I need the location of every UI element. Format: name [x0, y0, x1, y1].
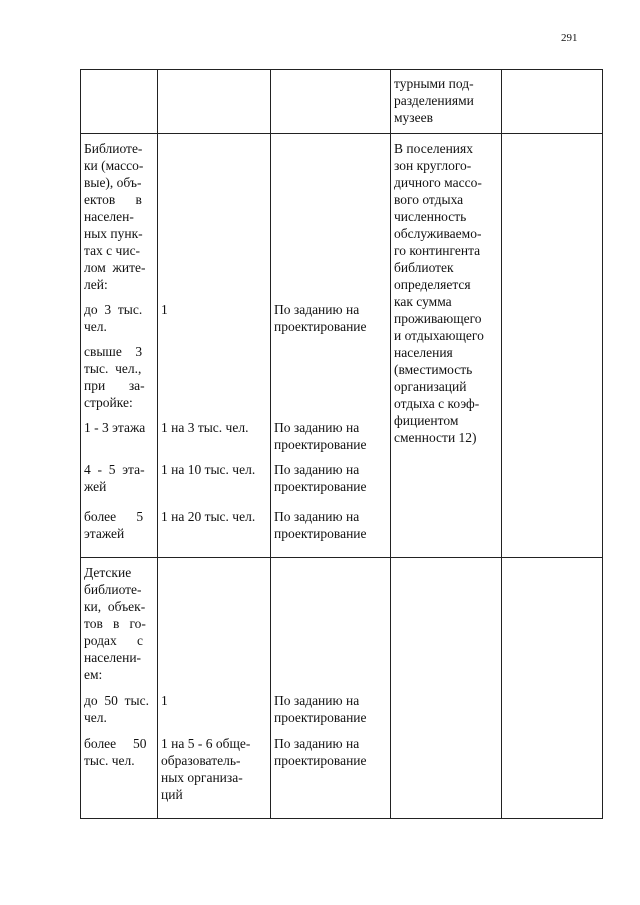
- norms-table: [80, 69, 603, 819]
- text-line: организаций: [394, 379, 467, 394]
- table-row-libraries: [81, 134, 603, 558]
- text-line: По заданию на: [274, 509, 360, 524]
- cell-children-col2: [158, 558, 271, 819]
- text-line: 1 на 20 тыс. чел.: [161, 509, 256, 524]
- text-line: библиоте-: [84, 582, 142, 597]
- text-line: фициентом: [394, 413, 459, 428]
- text-line: чел.: [84, 319, 107, 334]
- text-line: тыс. чел.,: [84, 361, 142, 376]
- text-line: Библиоте-: [84, 141, 143, 156]
- text-line: турными под-: [394, 76, 474, 91]
- text-line: (вместимость: [394, 362, 473, 377]
- cell-empty: [158, 70, 271, 134]
- text-line: По заданию на: [274, 420, 360, 435]
- cell-empty: [502, 70, 603, 134]
- text-line: проектирование: [274, 710, 367, 725]
- cell-libraries-col2: [158, 134, 271, 558]
- text-line: проектирование: [274, 437, 367, 452]
- text-line: По заданию на: [274, 693, 360, 708]
- text-line: ки (массо-: [84, 158, 144, 173]
- text-line: стройке:: [84, 395, 133, 410]
- text-line: 1 на 10 тыс. чел.: [161, 462, 256, 477]
- text-line: обслуживаемо-: [394, 226, 482, 241]
- text-line: и отдыхающего: [394, 328, 484, 343]
- text-line: вые), объ-: [84, 175, 142, 190]
- text-line: как сумма: [394, 294, 452, 309]
- text-line: населени-: [84, 650, 142, 665]
- text-line: определяется: [394, 277, 471, 292]
- text-line: родах с: [84, 633, 143, 648]
- text-line: 4 - 5 эта-: [84, 462, 145, 477]
- text-line: По заданию на: [274, 462, 360, 477]
- text-line: до 3 тыс.: [84, 302, 143, 317]
- cell-libraries-note: [391, 134, 502, 558]
- text-line: образователь-: [161, 753, 241, 768]
- text-line: 1: [161, 693, 168, 708]
- text-line: Детские: [84, 565, 132, 580]
- text-line: до 50 тыс.: [84, 693, 149, 708]
- text-line: По заданию на: [274, 736, 360, 751]
- text-line: населен-: [84, 209, 134, 224]
- text-line: 1 на 3 тыс. чел.: [161, 420, 249, 435]
- text-line: сменности 12): [394, 430, 477, 445]
- cell-libraries-col3: [271, 134, 391, 558]
- text-line: ки, объек-: [84, 599, 146, 614]
- text-line: жей: [84, 479, 107, 494]
- cell-empty: [502, 558, 603, 819]
- cell-empty: [391, 558, 502, 819]
- text-line: тыс. чел.: [84, 753, 135, 768]
- text-line: свыше 3: [84, 344, 143, 359]
- cell-libraries-col1: [81, 134, 158, 558]
- cell-children-col3: [271, 558, 391, 819]
- text-line: численность: [394, 209, 467, 224]
- text-line: ем:: [84, 667, 103, 682]
- cell-museum-note: [391, 70, 502, 134]
- text-line: чел.: [84, 710, 107, 725]
- cell-empty: [81, 70, 158, 134]
- cell-children-col1: [81, 558, 158, 819]
- text-line: библиотек: [394, 260, 454, 275]
- text-line: проектирование: [274, 753, 367, 768]
- text-line: более 50: [84, 736, 147, 751]
- text-line: музеев: [394, 110, 433, 125]
- text-line: проектирование: [274, 319, 367, 334]
- text-line: ных организа-: [161, 770, 243, 785]
- text-line: дичного массо-: [394, 175, 482, 190]
- text-line: ектов в: [84, 192, 142, 207]
- table-row-children-libraries: [81, 558, 603, 819]
- text-line: зон круглого-: [394, 158, 472, 173]
- text-line: более 5: [84, 509, 144, 524]
- text-line: тов в го-: [84, 616, 146, 631]
- text-line: проектирование: [274, 526, 367, 541]
- text-line: проживающего: [394, 311, 482, 326]
- cell-empty: [271, 70, 391, 134]
- text-line: лом жите-: [84, 260, 146, 275]
- text-line: вого отдыха: [394, 192, 464, 207]
- cell-empty: [502, 134, 603, 558]
- text-line: ций: [161, 787, 183, 802]
- text-line: населения: [394, 345, 453, 360]
- text-line: 1: [161, 302, 168, 317]
- text-line: 1 - 3 этажа: [84, 420, 146, 435]
- text-line: По заданию на: [274, 302, 360, 317]
- text-line: лей:: [84, 277, 108, 292]
- text-line: 1 на 5 - 6 обще-: [161, 736, 251, 751]
- table-row-continuation: [81, 70, 603, 134]
- page-number: 291: [561, 32, 578, 44]
- text-line: ных пунк-: [84, 226, 143, 241]
- text-line: отдыха с коэф-: [394, 396, 480, 411]
- text-line: го контингента: [394, 243, 481, 258]
- text-line: проектирование: [274, 479, 367, 494]
- text-line: разделениями: [394, 93, 474, 108]
- text-line: В поселениях: [394, 141, 473, 156]
- text-line: при за-: [84, 378, 145, 393]
- text-line: этажей: [84, 526, 125, 541]
- text-line: тах с чис-: [84, 243, 141, 258]
